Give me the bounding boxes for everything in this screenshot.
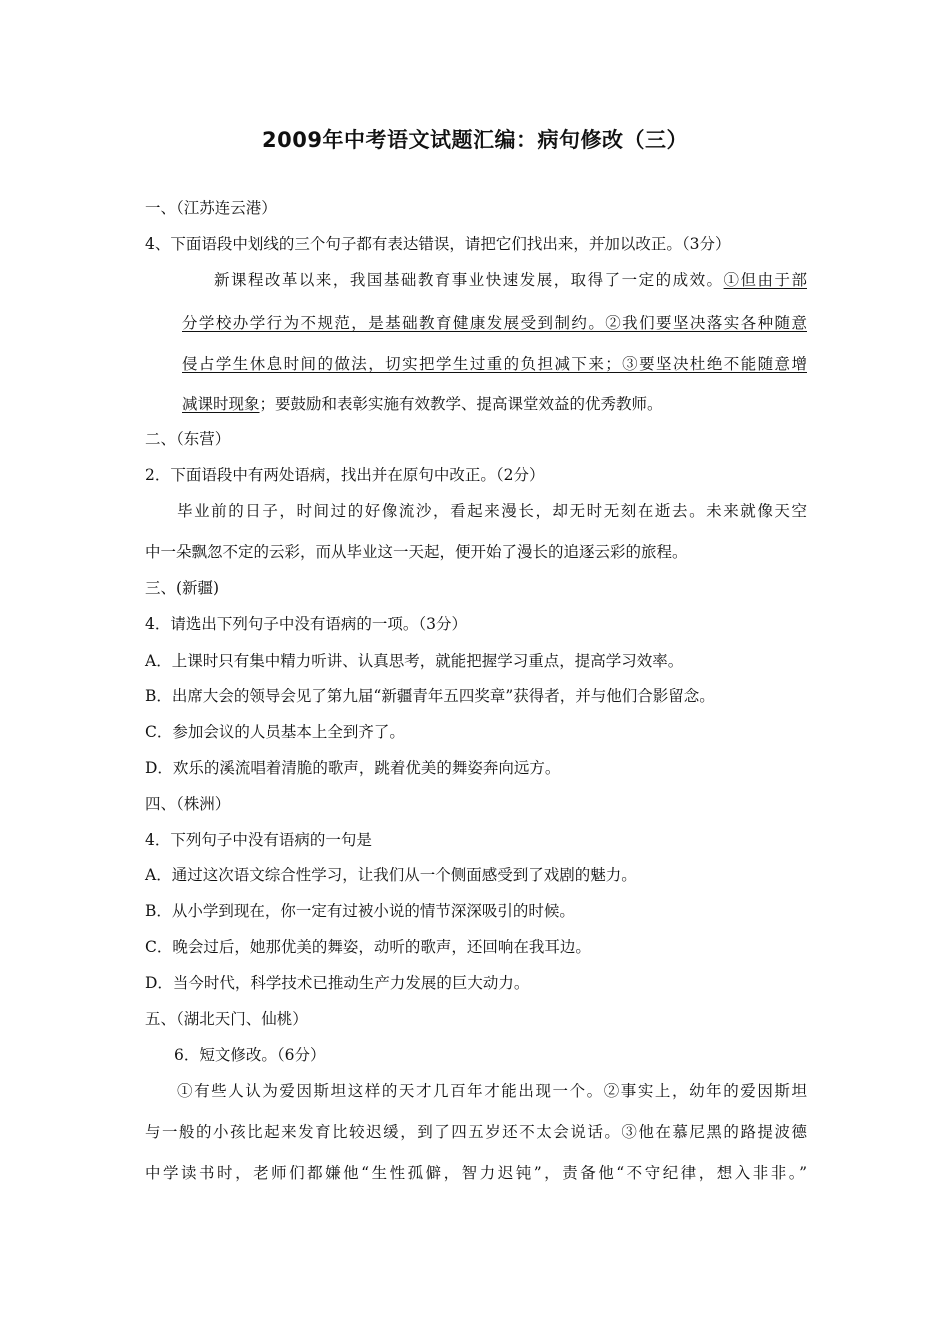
section-3-option-d: D．欢乐的溪流唱着清脆的歌声，跳着优美的舞姿奔向远方。 (145, 759, 561, 777)
passage-text: ；要鼓励和表彰实施有效教学、提高课堂效益的优秀教师。 (259, 395, 663, 413)
section-1-passage-line-4 (182, 394, 663, 414)
section-2-passage-line-2: 中一朵飘忽不定的云彩，而从毕业这一天起，便开始了漫长的追逐云彩的旅程。 (145, 543, 688, 561)
section-1-question: 4、下面语段中划线的三个句子都有表达错误，请把它们找出来，并加以改正。（3分） (145, 235, 731, 253)
section-5-passage-line-1: ①有些人认为爱因斯坦这样的天才几百年才能出现一个。②事实上，幼年的爱因斯坦 (177, 1082, 807, 1100)
page-title: 2009年中考语文试题汇编：病句修改（三） (262, 128, 688, 152)
section-2-passage-line-1: 毕业前的日子，时间过的好像流沙，看起来漫长，却无时无刻在逝去。未来就像天空 (177, 502, 807, 520)
section-4-option-d: D．当今时代，科学技术已推动生产力发展的巨大动力。 (145, 974, 530, 992)
section-5-passage-line-3: 中学读书时，老师们都嫌他“生性孤僻，智力迟钝”，责备他“不守纪律，想入非非。” (145, 1164, 807, 1182)
underlined-sentence: 减课时现象 (182, 395, 260, 413)
section-1-passage-line-3: 侵占学生休息时间的做法，切实把学生过重的负担减下来；③要坚决杜绝不能随意增 (182, 355, 807, 373)
section-2-question: 2．下面语段中有两处语病，找出并在原句中改正。（2分） (145, 466, 545, 484)
section-1-passage-line-2: 分学校办学行为不规范，是基础教育健康发展受到制约。②我们要坚决落实各种随意 (182, 314, 807, 332)
section-4-question: 4．下列句子中没有语病的一句是 (145, 831, 372, 849)
section-1-heading: 一、（江苏连云港） (145, 199, 277, 217)
section-3-option-b: B．出席大会的领导会见了第九届“新疆青年五四奖章”获得者，并与他们合影留念。 (145, 687, 715, 705)
section-4-option-a: A．通过这次语文综合性学习，让我们从一个侧面感受到了戏剧的魅力。 (145, 866, 637, 884)
section-5-heading: 五、（湖北天门、仙桃） (145, 1010, 308, 1028)
section-5-passage-line-2: 与一般的小孩比起来发育比较迟缓，到了四五岁还不太会说话。③他在慕尼黑的路提波德 (145, 1123, 807, 1141)
section-2-heading: 二、（东营） (145, 430, 231, 448)
section-3-option-c: C．参加会议的人员基本上全到齐了。 (145, 723, 405, 741)
section-4-heading: 四、（株洲） (145, 795, 231, 813)
section-1-passage-line-1 (182, 270, 807, 290)
underlined-sentence: ①但由于部 (723, 271, 807, 289)
section-3-question: 4．请选出下列句子中没有语病的一项。（3分） (145, 615, 467, 633)
passage-text: 新课程改革以来，我国基础教育事业快速发展，取得了一定的成效。 (214, 271, 724, 289)
section-3-heading: 三、(新疆) (145, 579, 220, 597)
section-4-option-b: B．从小学到现在，你一定有过被小说的情节深深吸引的时候。 (145, 902, 575, 920)
section-5-question: 6．短文修改。（6分） (174, 1046, 326, 1064)
section-4-option-c: C．晚会过后，她那优美的舞姿，动听的歌声，还回响在我耳边。 (145, 938, 591, 956)
section-3-option-a: A．上课时只有集中精力听讲、认真思考，就能把握学习重点，提高学习效率。 (145, 652, 684, 670)
